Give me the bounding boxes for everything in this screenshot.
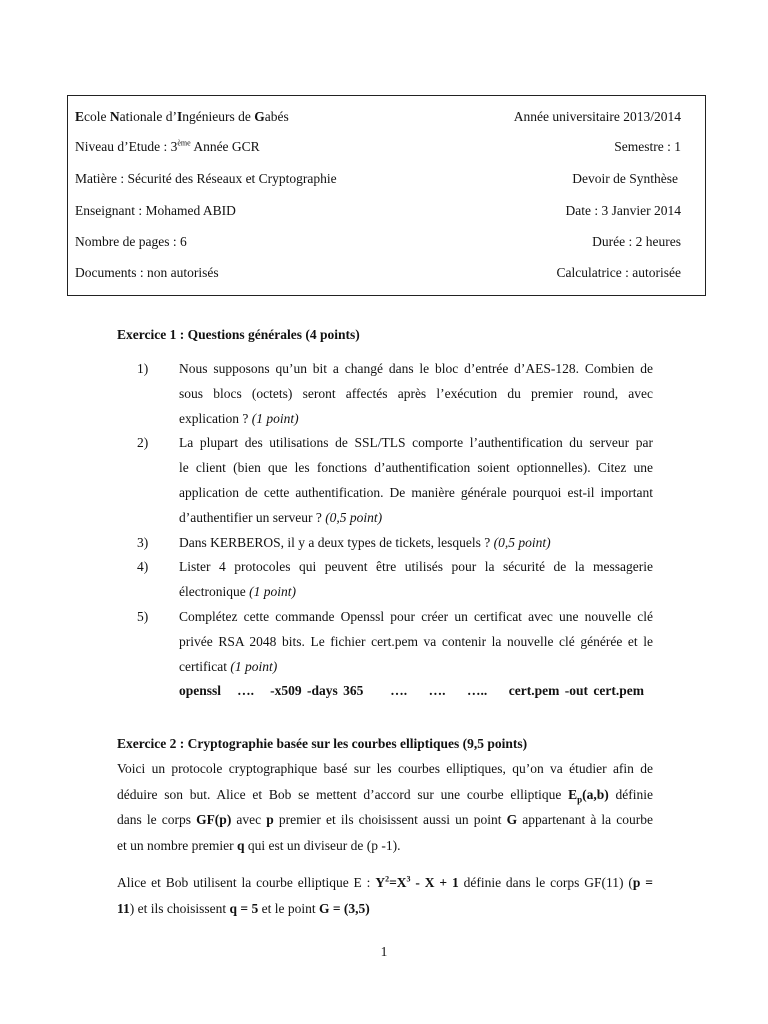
question-text-line: Nous supposons qu’un bit a changé dans le bloc d’entrée d’AES-128. Combien de (179, 361, 653, 376)
paragraph-line: dans le corps GF(p) avec p premier et ils choisissent aussi un point G appartenant à la courbe (117, 812, 653, 827)
exam-header-box (67, 95, 706, 296)
header-row-3 (75, 171, 681, 191)
question-text-line: Lister 4 protocoles qui peuvent être utilisés pour la sécurité de la messagerie (179, 559, 653, 575)
question-5 (137, 605, 653, 704)
question-text-line: électronique (1 point) (179, 584, 296, 600)
question-text-line: sous blocs (octets) seront affectés après l’exécution du premier round, avec (179, 385, 653, 401)
academic-year: Année universitaire 2013/2014 (513, 109, 681, 124)
paragraph-line: Alice et Bob utilisent la courbe elliptique E : $Y^2=X^3 - X + 1$ définie dans le corps GF(11) (p = (117, 874, 653, 890)
question-text-line: explication ? (1 point) (179, 410, 299, 426)
question-text-line: Dans KERBEROS, il y a deux types de tickets, lesquels ? (0,5 point) (179, 534, 551, 550)
question-text-line: application de cette authentification. De manière générale pourquoi est-il important (179, 484, 653, 500)
exercise1-title: Exercice 1 : Questions générales (4 points) (117, 327, 360, 342)
header-row-2 (75, 139, 681, 159)
teacher: Enseignant : Mohamed ABID (75, 203, 236, 218)
header-row-4 (75, 203, 681, 223)
paragraph-line: et un nombre premier q qui est un diviseur de (p -1). (117, 837, 401, 853)
exam-date: Date : 3 Janvier 2014 (565, 203, 681, 218)
paragraph-line: déduire son but. Alice et Bob se mettent d’accord sur une courbe elliptique $E_p(a,b)$ définie (117, 786, 653, 805)
exercise2-intro-paragraph (117, 756, 653, 858)
question-points: (1 point) (251, 410, 299, 426)
duration: Durée : 2 heures (592, 234, 681, 249)
question-points: (0,5 point) (325, 509, 383, 525)
exam-type: Devoir de Synthèse (572, 171, 678, 186)
question-1 (137, 357, 653, 431)
question-4 (137, 555, 653, 605)
exercise2-title: Exercice 2 : Cryptographie basée sur les courbes elliptiques (9,5 points) (117, 736, 528, 751)
question-number: 1) (137, 361, 149, 376)
question-points: (1 point) (249, 584, 296, 600)
semester: Semestre : 1 (614, 139, 681, 154)
question-text-line: La plupart des utilisations de SSL/TLS comporte l’authentification du serveur par (179, 435, 653, 451)
header-row-6 (75, 265, 681, 285)
question-number: 4) (137, 559, 149, 575)
page-number: 1 (380, 944, 388, 959)
question-text-line: Complétez cette commande Openssl pour créer un certificat avec une nouvelle clé (179, 608, 653, 624)
question-text-line: d’authentifier un serveur ? (0,5 point) (179, 509, 383, 525)
paragraph-line: Voici un protocole cryptographique basé sur les courbes elliptiques, qu’on va étudier afin de (117, 761, 653, 776)
question-points: (0,5 point) (493, 534, 551, 550)
question-number: 3) (137, 534, 149, 550)
paragraph-line: 11) et ils choisissent q = 5 et le point G = (3,5) (117, 900, 370, 916)
question-text-line: privée RSA 2048 bits. Le fichier cert.pem va contenir la nouvelle clé générée et le (179, 633, 653, 649)
exercise1-question-list (137, 357, 653, 704)
subject: Matière : Sécurité des Réseaux et Cryptographie (75, 171, 337, 186)
header-row-5 (75, 234, 681, 254)
exercise2-curve-paragraph (117, 870, 653, 921)
question-number: 2) (137, 435, 149, 451)
openssl-command: openssl …. -x509 -days 365 …. …. ….. cert.pem -out cert.pem (179, 683, 644, 699)
school-name: Ecole Nationale d’Ingénieurs de Gabés (75, 109, 289, 124)
question-3 (137, 531, 653, 556)
question-number: 5) (137, 608, 149, 624)
calculator-policy: Calculatrice : autorisée (556, 265, 681, 280)
documents-policy: Documents : non autorisés (75, 265, 219, 280)
page-count: Nombre de pages : 6 (75, 234, 187, 249)
question-text-line: le client (bien que les fonctions d’authentification soient optionnelles). Citez une (179, 460, 653, 476)
study-level: Niveau d’Etude : 3ème Année GCR (75, 138, 260, 154)
question-text-line: certificat (1 point) (179, 658, 278, 674)
question-2 (137, 431, 653, 530)
question-points: (1 point) (230, 658, 278, 674)
header-row-1 (75, 109, 681, 129)
